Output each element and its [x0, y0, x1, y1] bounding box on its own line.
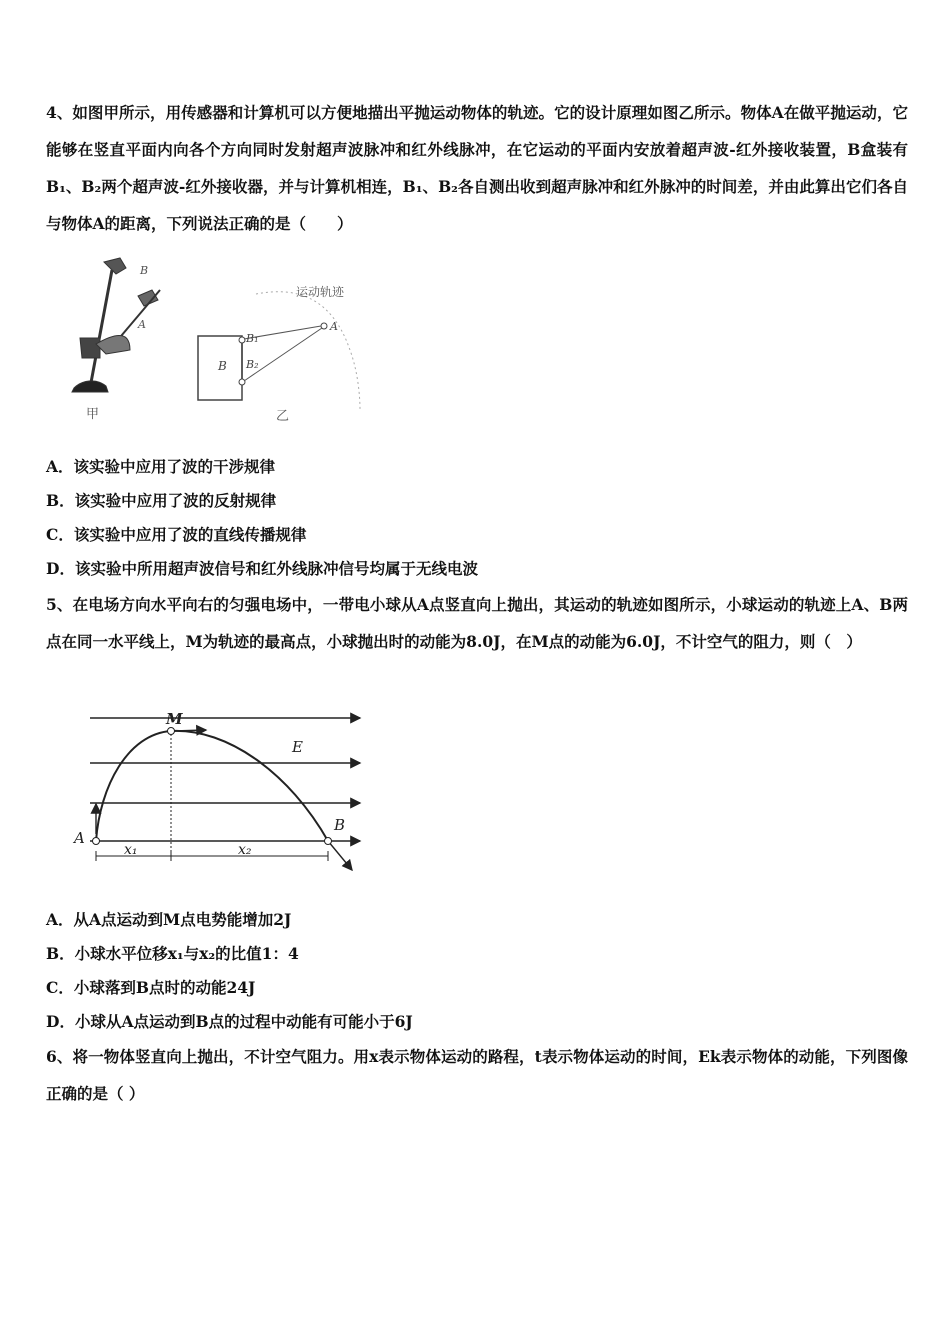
label-b2: B₂ — [246, 358, 259, 371]
question-5-figure — [68, 706, 368, 876]
question-4-figure — [60, 250, 380, 432]
question-4-option-c: C．该实验中应用了波的直线传播规律 — [46, 525, 307, 544]
velocity-arrow-m — [174, 730, 206, 731]
question-4-text: 4、如图甲所示，用传感器和计算机可以方便地描出平抛运动物体的轨迹。它的设计原理如图乙所示。物体A在做平抛运动，它能够在竖直平面内向各个方向同时发射超声波脉冲和红外线脉冲，在它运动的平面内安放着超声波-红外接收装置，B盒装有B₁、B₂两个超声波-红外接收器，并与计算机相连，B₁、B₂各自测出收到超声脉冲和红外脉冲的时间差，并由此算出它们各自与物体A的距离，下列说法正确的是（ ） — [46, 103, 908, 233]
question-4-option-a: A．该实验中应用了波的干涉规律 — [46, 457, 276, 476]
label-x1: x₁ — [124, 842, 138, 858]
point-b — [325, 838, 332, 845]
question-6-text: 6、将一物体竖直向上抛出，不计空气阻力。用x表示物体运动的路程，t表示物体运动的时间，Ek表示物体的动能，下列图像正确的是（ ） — [46, 1047, 908, 1103]
question-4-option-b: B．该实验中应用了波的反射规律 — [46, 491, 277, 510]
question-5-text: 5、在电场方向水平向右的匀强电场中，一带电小球从A点竖直向上抛出，其运动的轨迹如图所示，小球运动的轨迹上A、B两点在同一水平线上，M为轨迹的最高点，小球抛出时的动能为8.0J，在M点的动能为6.0J，不计空气的阻力，则（ ） — [46, 595, 908, 651]
figure-label-jia: 甲 — [86, 407, 100, 422]
label-b: B — [334, 816, 346, 834]
label-x2: x₂ — [238, 842, 252, 858]
receiver-b1 — [239, 337, 245, 343]
label-b1: B₁ — [246, 332, 259, 345]
receiver-b2 — [239, 379, 245, 385]
trajectory-curve — [256, 292, 360, 410]
apparatus-illustration — [72, 258, 160, 392]
point-a — [93, 838, 100, 845]
box-label-b: B — [218, 359, 227, 373]
point-m — [168, 728, 175, 735]
question-4-option-d: D．该实验中所用超声波信号和红外线脉冲信号均属于无线电波 — [46, 559, 478, 578]
question-5-option-b: B．小球水平位移x₁与x₂的比值1：4 — [46, 944, 299, 963]
label-a: A — [74, 829, 85, 847]
question-5-option-c: C．小球落到B点时的动能24J — [46, 978, 256, 997]
apparatus-label-a: A — [138, 318, 146, 331]
question-5-option-a: A．从A点运动到M点电势能增加2J — [46, 910, 292, 929]
trajectory-label: 运动轨迹 — [296, 285, 345, 299]
apparatus-label-b: B — [140, 264, 149, 277]
label-e: E — [292, 738, 303, 756]
figure-label-yi: 乙 — [276, 409, 290, 424]
velocity-arrow-b — [328, 841, 352, 870]
label-a: A — [330, 320, 338, 333]
label-m: M — [166, 710, 183, 728]
question-5-option-d: D．小球从A点运动到B点的过程中动能有可能小于6J — [46, 1012, 413, 1031]
